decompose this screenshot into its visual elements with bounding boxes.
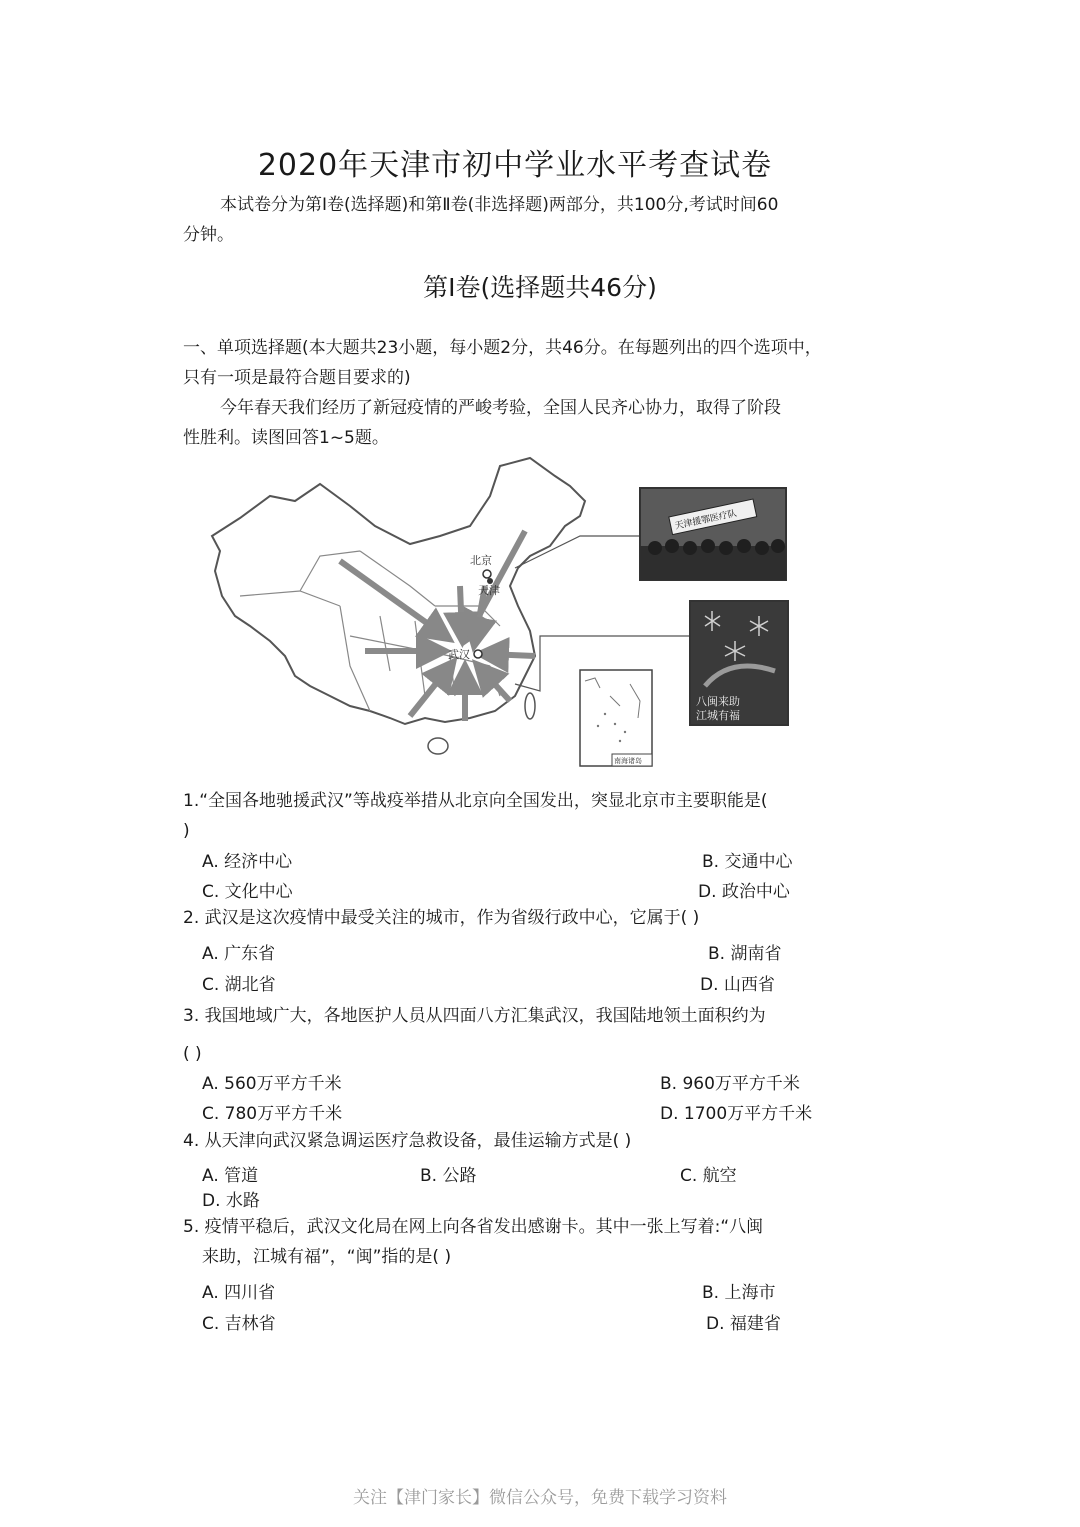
q5-option-c: C. 吉林省 (202, 1314, 276, 1334)
banner-text: 天津援鄂医疗队 (673, 508, 738, 532)
q1-option-a: A. 经济中心 (202, 852, 293, 872)
q4-option-a: A. 管道 (202, 1166, 259, 1186)
q4-option-d: D. 水路 (202, 1191, 260, 1211)
card-text-line-2: 江城有福 (696, 709, 740, 722)
intro-line-2: 分钟。 (183, 225, 234, 245)
beijing-marker (483, 570, 491, 578)
q1-option-c: C. 文化中心 (202, 882, 293, 902)
taiwan-island (525, 693, 535, 719)
q3-option-c: C. 780万平方千米 (202, 1104, 343, 1124)
q1-stem-line-1: 1.“全国各地驰援武汉”等战疫举措从北京向全国发出，突显北京市主要职能是( (183, 791, 768, 811)
q5-stem-line-1: 5. 疫情平稳后，武汉文化局在网上向各省发出感谢卡。其中一张上写着:“八闽 (183, 1217, 764, 1237)
q5-option-a: A. 四川省 (202, 1283, 276, 1303)
part-one-line-1: 一、单项选择题(本大题共23小题，每小题2分，共46分。在每题列出的四个选项中， (183, 338, 822, 358)
q5-option-b: B. 上海市 (702, 1283, 776, 1303)
china-map-figure (200, 456, 800, 768)
footer-watermark: 关注【津门家长】微信公众号，免费下载学习资料 (353, 1488, 727, 1508)
q2-stem: 2. 武汉是这次疫情中最受关注的城市，作为省级行政中心，它属于( ) (183, 908, 700, 928)
china-outline (212, 458, 585, 724)
q4-stem: 4. 从天津向武汉紧急调运医疗急救设备，最佳运输方式是( ) (183, 1131, 632, 1151)
card-text-line-1: 八闽来助 (696, 695, 740, 708)
passage-line-2: 性胜利。读图回答1~5题。 (183, 428, 389, 448)
section-title: 第Ⅰ卷(选择题共46分) (423, 273, 657, 302)
q1-stem-line-2: ) (183, 821, 190, 841)
q1-option-d: D. 政治中心 (698, 882, 790, 902)
q1-option-b: B. 交通中心 (702, 852, 793, 872)
q3-stem-line-2: ( ) (183, 1044, 202, 1064)
q2-option-c: C. 湖北省 (202, 975, 276, 995)
q4-option-b: B. 公路 (420, 1166, 477, 1186)
label-beijing: 北京 (470, 554, 492, 567)
q2-option-b: B. 湖南省 (708, 944, 782, 964)
south-sea-inset (580, 670, 652, 766)
q2-option-d: D. 山西省 (700, 975, 775, 995)
label-tianjin: 天津 (478, 584, 500, 597)
label-wuhan: 武汉 (448, 648, 470, 661)
passage-line-1: 今年春天我们经历了新冠疫情的严峻考验，全国人民齐心协力，取得了阶段 (220, 398, 781, 418)
intro-line-1: 本试卷分为第Ⅰ卷(选择题)和第Ⅱ卷(非选择题)两部分，共100分,考试时间60 (220, 195, 779, 215)
hainan-island (428, 738, 448, 754)
q3-option-a: A. 560万平方千米 (202, 1074, 342, 1094)
q3-stem-line-1: 3. 我国地域广大，各地医护人员从四面八方汇集武汉，我国陆地领土面积约为 (183, 1006, 766, 1026)
inset-label: 南海诸岛 (614, 757, 642, 765)
q5-stem-line-2: 来助，江城有福”，“闽”指的是( ) (202, 1247, 452, 1267)
exam-title: 2020年天津市初中学业水平考查试卷 (257, 148, 773, 183)
q5-option-d: D. 福建省 (706, 1314, 781, 1334)
q3-option-b: B. 960万平方千米 (660, 1074, 800, 1094)
part-one-line-2: 只有一项是最符合题目要求的) (183, 368, 411, 388)
q2-option-a: A. 广东省 (202, 944, 276, 964)
wuhan-marker (474, 650, 482, 658)
q3-option-d: D. 1700万平方千米 (660, 1104, 813, 1124)
q4-option-c: C. 航空 (680, 1166, 737, 1186)
